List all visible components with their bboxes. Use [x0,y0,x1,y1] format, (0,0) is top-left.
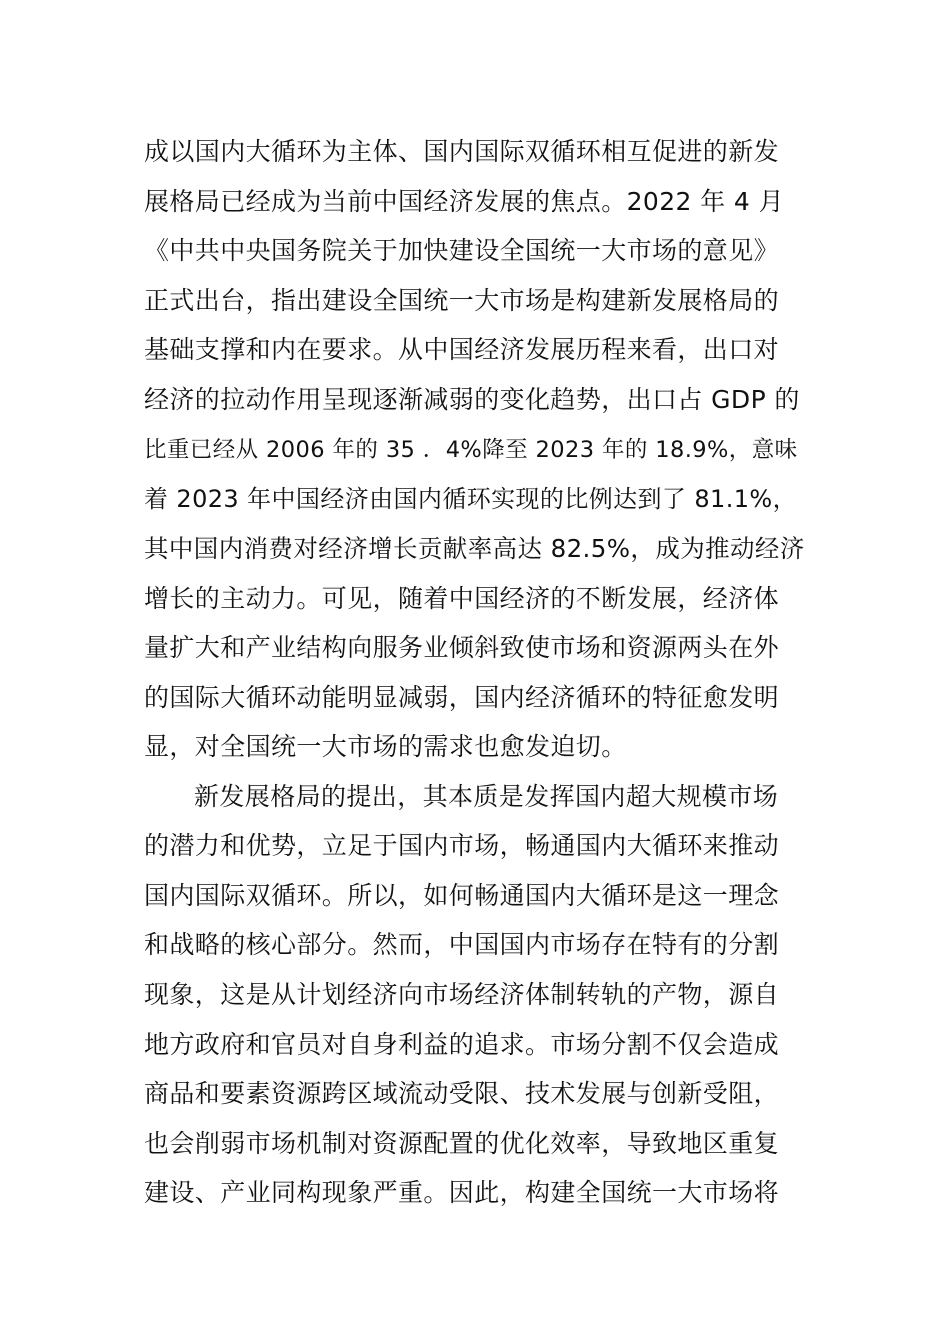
text-line: 经济的拉动作用呈现逐渐减弱的变化趋势，出口占 GDP 的 [144,385,800,414]
text-line: 基础支撑和内在要求。从中国经济发展历程来看，出口对 [144,335,780,364]
text-line: 着 2023 年中国经济由国内循环实现的比例达到了 81.1%， [144,485,798,513]
text-line: 国内国际双循环。所以，如何畅通国内大循环是这一理念 [144,881,780,910]
text-line: 显，对全国统一大市场的需求也愈发迫切。 [144,732,627,761]
text-line: 比重已经从 2006 年的 35 ．4%降至 2023 年的 18.9%，意味 [144,437,798,463]
text-line: 也会削弱市场机制对资源配置的优化效率，导致地区重复 [144,1129,780,1158]
text-line: 建设、产业同构现象严重。因此，构建全国统一大市场将 [144,1178,780,1207]
text-line: 的国际大循环动能明显减弱，国内经济循环的特征愈发明 [144,683,780,712]
text-line: 现象，这是从计划经济向市场经济体制转轨的产物，源自 [144,980,780,1009]
text-line: 《中共中央国务院关于加快建设全国统一大市场的意见》 [144,236,780,265]
text-line: 其中国内消费对经济增长贡献率高达 82.5%，成为推动经济 [144,534,805,563]
text-line: 地方政府和官员对自身利益的追求。市场分割不仅会造成 [144,1030,780,1059]
text-line: 的潜力和优势，立足于国内市场，畅通国内大循环来推动 [144,831,780,860]
text-line: 增长的主动力。可见，随着中国经济的不断发展，经济体 [144,584,780,613]
text-line: 新发展格局的提出，其本质是发挥国内超大规模市场 [194,782,779,811]
text-line: 展格局已经成为当前中国经济发展的焦点。2022 年 4 月 [144,187,784,216]
text-line: 商品和要素资源跨区域流动受限、技术发展与创新受阻， [144,1079,780,1108]
text-line: 和战略的核心部分。然而，中国国内市场存在特有的分割 [144,930,780,959]
text-line: 量扩大和产业结构向服务业倾斜致使市场和资源两头在外 [144,633,780,662]
text-line: 成以国内大循环为主体、国内国际双循环相互促进的新发 [144,137,780,166]
text-line: 正式出台，指出建设全国统一大市场是构建新发展格局的 [144,286,780,315]
